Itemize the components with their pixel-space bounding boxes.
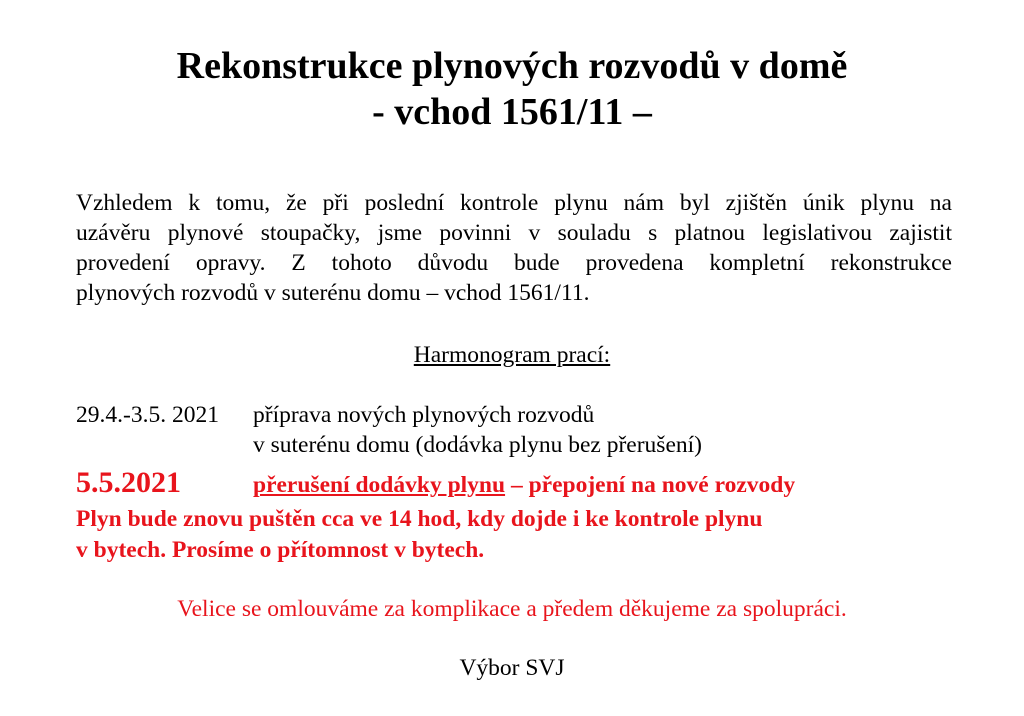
apology-text: Velice se omlouváme za komplikace a předem děkujeme za spolupráci. [177,596,847,622]
notice-line-1: Plyn bude znovu puštěn cca ve 14 hod, kdy dojde i ke kontrole plynu [76,506,763,532]
schedule-item-1-desc-line-2: v suterénu domu (dodávka plynu bez přerušení) [253,432,702,458]
intro-line: plynových rozvodů v suterénu domu – vchod 1561/11. [76,280,590,306]
gas-interruption-label: přerušení dodávky plynu [253,472,506,498]
page-title-line-1: Rekonstrukce plynových rozvodů v domě [176,45,848,87]
schedule-item-1-desc-line-1: příprava nových plynových rozvodů [253,402,595,428]
intro-line: provedení opravy. Z tohoto důvodu bude provedena kompletní rekonstrukce [76,250,952,276]
notice-line-2: v bytech. Prosíme o přítomnost v bytech. [76,537,485,563]
schedule-item-2-date: 5.5.2021 [76,466,181,499]
intro-line: Vzhledem k tomu, že při poslední kontrole plynu nám byl zjištěn únik plynu na [76,190,952,216]
intro-paragraph [76,188,952,308]
schedule-item-1-date: 29.4.-3.5. 2021 [76,402,219,428]
schedule-heading: Harmonogram prací: [413,342,611,368]
schedule-item-2-desc [253,470,795,500]
intro-line: uzávěru plynové stoupačky, jsme povinni v souladu s platnou legislativou zajistit [76,220,952,246]
page-title-line-2: - vchod 1561/11 – [372,91,652,133]
schedule-item-2-desc-rest: – přepojení na nové rozvody [505,472,796,498]
signature: Výbor SVJ [459,655,565,681]
